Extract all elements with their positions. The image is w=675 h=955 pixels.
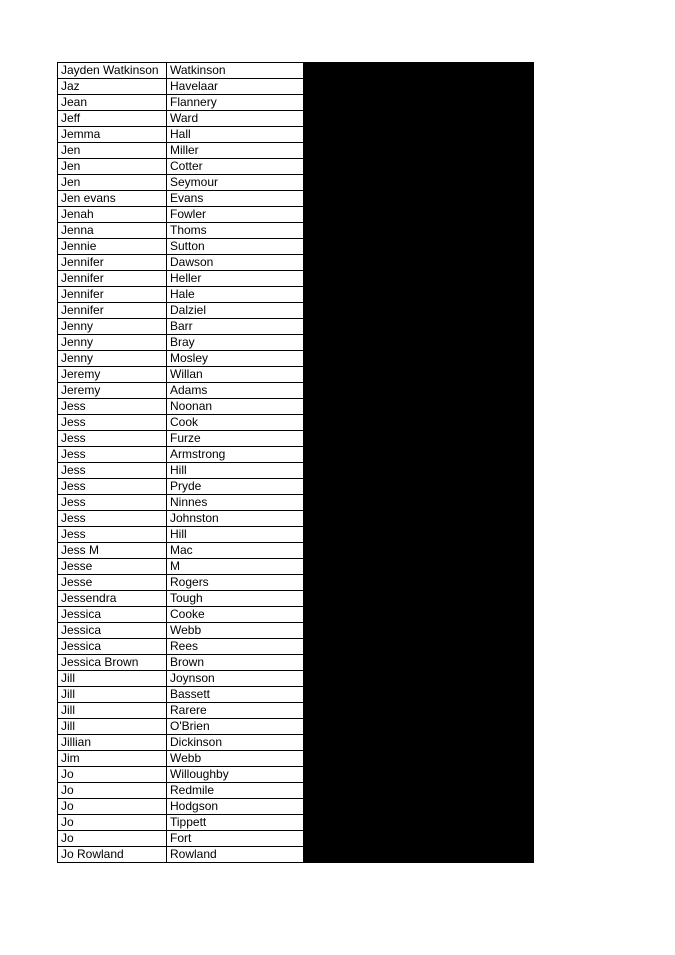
redacted-cell bbox=[304, 367, 534, 383]
first-name-cell: Jennifer bbox=[58, 287, 167, 303]
last-name-cell: M bbox=[167, 559, 304, 575]
redacted-cell bbox=[304, 671, 534, 687]
first-name-cell: Jen bbox=[58, 143, 167, 159]
first-name-cell: Jenny bbox=[58, 351, 167, 367]
table-row bbox=[58, 271, 534, 287]
last-name-cell: Furze bbox=[167, 431, 304, 447]
first-name-cell: Jessica bbox=[58, 623, 167, 639]
last-name-cell: Ward bbox=[167, 111, 304, 127]
redacted-cell bbox=[304, 687, 534, 703]
redacted-cell bbox=[304, 415, 534, 431]
table-row bbox=[58, 703, 534, 719]
first-name-cell: Jill bbox=[58, 671, 167, 687]
redacted-cell bbox=[304, 511, 534, 527]
redacted-cell bbox=[304, 287, 534, 303]
last-name-cell: Seymour bbox=[167, 175, 304, 191]
table-row bbox=[58, 351, 534, 367]
redacted-cell bbox=[304, 207, 534, 223]
last-name-cell: Thoms bbox=[167, 223, 304, 239]
last-name-cell: Cotter bbox=[167, 159, 304, 175]
redacted-cell bbox=[304, 239, 534, 255]
redacted-cell bbox=[304, 735, 534, 751]
table-row bbox=[58, 847, 534, 863]
first-name-cell: Jess M bbox=[58, 543, 167, 559]
redacted-cell bbox=[304, 703, 534, 719]
table-row bbox=[58, 207, 534, 223]
table-row bbox=[58, 223, 534, 239]
last-name-cell: O'Brien bbox=[167, 719, 304, 735]
first-name-cell: Jeremy bbox=[58, 383, 167, 399]
table-row bbox=[58, 671, 534, 687]
redacted-cell bbox=[304, 303, 534, 319]
redacted-cell bbox=[304, 719, 534, 735]
redacted-cell bbox=[304, 639, 534, 655]
redacted-cell bbox=[304, 783, 534, 799]
first-name-cell: Jaz bbox=[58, 79, 167, 95]
last-name-cell: Mosley bbox=[167, 351, 304, 367]
first-name-cell: Jennifer bbox=[58, 255, 167, 271]
redacted-cell bbox=[304, 255, 534, 271]
first-name-cell: Jesse bbox=[58, 559, 167, 575]
table-row bbox=[58, 415, 534, 431]
redacted-cell bbox=[304, 591, 534, 607]
redacted-cell bbox=[304, 191, 534, 207]
first-name-cell: Jill bbox=[58, 703, 167, 719]
last-name-cell: Brown bbox=[167, 655, 304, 671]
first-name-cell: Jessica bbox=[58, 639, 167, 655]
first-name-cell: Jenny bbox=[58, 319, 167, 335]
first-name-cell: Jess bbox=[58, 415, 167, 431]
redacted-cell bbox=[304, 559, 534, 575]
last-name-cell: Dalziel bbox=[167, 303, 304, 319]
redacted-cell bbox=[304, 495, 534, 511]
last-name-cell: Bassett bbox=[167, 687, 304, 703]
first-name-cell: Jill bbox=[58, 687, 167, 703]
table-row bbox=[58, 527, 534, 543]
table-row bbox=[58, 191, 534, 207]
first-name-cell: Jenah bbox=[58, 207, 167, 223]
first-name-cell: Jen bbox=[58, 159, 167, 175]
table-row bbox=[58, 479, 534, 495]
table-row bbox=[58, 511, 534, 527]
last-name-cell: Rogers bbox=[167, 575, 304, 591]
table-row bbox=[58, 367, 534, 383]
table-row bbox=[58, 607, 534, 623]
first-name-cell: Jennie bbox=[58, 239, 167, 255]
first-name-cell: Jillian bbox=[58, 735, 167, 751]
last-name-cell: Watkinson bbox=[167, 63, 304, 79]
redacted-cell bbox=[304, 431, 534, 447]
redacted-cell bbox=[304, 623, 534, 639]
first-name-cell: Jeff bbox=[58, 111, 167, 127]
table-row bbox=[58, 831, 534, 847]
redacted-cell bbox=[304, 95, 534, 111]
table-row bbox=[58, 255, 534, 271]
first-name-cell: Jo bbox=[58, 767, 167, 783]
first-name-cell: Jo bbox=[58, 799, 167, 815]
first-name-cell: Jessica Brown bbox=[58, 655, 167, 671]
last-name-cell: Pryde bbox=[167, 479, 304, 495]
first-name-cell: Jayden Watkinson bbox=[58, 63, 167, 79]
table-row bbox=[58, 287, 534, 303]
redacted-cell bbox=[304, 335, 534, 351]
table-row bbox=[58, 111, 534, 127]
redacted-cell bbox=[304, 751, 534, 767]
last-name-cell: Hall bbox=[167, 127, 304, 143]
table-row bbox=[58, 63, 534, 79]
table-row bbox=[58, 623, 534, 639]
table-row bbox=[58, 175, 534, 191]
redacted-cell bbox=[304, 399, 534, 415]
table-row bbox=[58, 815, 534, 831]
first-name-cell: Jess bbox=[58, 431, 167, 447]
first-name-cell: Jessica bbox=[58, 607, 167, 623]
redacted-cell bbox=[304, 159, 534, 175]
table-row bbox=[58, 655, 534, 671]
first-name-cell: Jeremy bbox=[58, 367, 167, 383]
redacted-cell bbox=[304, 447, 534, 463]
last-name-cell: Cook bbox=[167, 415, 304, 431]
redacted-cell bbox=[304, 79, 534, 95]
table-row bbox=[58, 79, 534, 95]
first-name-cell: Jo bbox=[58, 783, 167, 799]
last-name-cell: Webb bbox=[167, 751, 304, 767]
redacted-cell bbox=[304, 527, 534, 543]
table-row bbox=[58, 719, 534, 735]
redacted-cell bbox=[304, 543, 534, 559]
last-name-cell: Rarere bbox=[167, 703, 304, 719]
table-row bbox=[58, 303, 534, 319]
last-name-cell: Mac bbox=[167, 543, 304, 559]
last-name-cell: Fort bbox=[167, 831, 304, 847]
table-row bbox=[58, 799, 534, 815]
redacted-cell bbox=[304, 575, 534, 591]
first-name-cell: Jennifer bbox=[58, 303, 167, 319]
last-name-cell: Hill bbox=[167, 463, 304, 479]
redacted-cell bbox=[304, 463, 534, 479]
redacted-cell bbox=[304, 223, 534, 239]
table-row bbox=[58, 95, 534, 111]
table-row bbox=[58, 543, 534, 559]
last-name-cell: Rees bbox=[167, 639, 304, 655]
redacted-cell bbox=[304, 815, 534, 831]
redacted-cell bbox=[304, 143, 534, 159]
table-row bbox=[58, 639, 534, 655]
last-name-cell: Havelaar bbox=[167, 79, 304, 95]
last-name-cell: Johnston bbox=[167, 511, 304, 527]
table-row bbox=[58, 159, 534, 175]
last-name-cell: Joynson bbox=[167, 671, 304, 687]
table-row bbox=[58, 447, 534, 463]
table-row bbox=[58, 383, 534, 399]
table-row bbox=[58, 431, 534, 447]
redacted-cell bbox=[304, 111, 534, 127]
table-row bbox=[58, 751, 534, 767]
table-row bbox=[58, 127, 534, 143]
table-row bbox=[58, 687, 534, 703]
last-name-cell: Fowler bbox=[167, 207, 304, 223]
first-name-cell: Jemma bbox=[58, 127, 167, 143]
last-name-cell: Adams bbox=[167, 383, 304, 399]
last-name-cell: Ninnes bbox=[167, 495, 304, 511]
redacted-cell bbox=[304, 479, 534, 495]
first-name-cell: Jenny bbox=[58, 335, 167, 351]
last-name-cell: Rowland bbox=[167, 847, 304, 863]
last-name-cell: Evans bbox=[167, 191, 304, 207]
redacted-cell bbox=[304, 799, 534, 815]
redacted-cell bbox=[304, 655, 534, 671]
table-row bbox=[58, 591, 534, 607]
first-name-cell: Jess bbox=[58, 479, 167, 495]
redacted-cell bbox=[304, 767, 534, 783]
last-name-cell: Heller bbox=[167, 271, 304, 287]
last-name-cell: Tough bbox=[167, 591, 304, 607]
last-name-cell: Redmile bbox=[167, 783, 304, 799]
first-name-cell: Jen bbox=[58, 175, 167, 191]
table-row bbox=[58, 319, 534, 335]
last-name-cell: Noonan bbox=[167, 399, 304, 415]
redacted-cell bbox=[304, 607, 534, 623]
last-name-cell: Flannery bbox=[167, 95, 304, 111]
last-name-cell: Cooke bbox=[167, 607, 304, 623]
first-name-cell: Jill bbox=[58, 719, 167, 735]
last-name-cell: Dickinson bbox=[167, 735, 304, 751]
first-name-cell: Jess bbox=[58, 527, 167, 543]
table-row bbox=[58, 575, 534, 591]
table-row bbox=[58, 767, 534, 783]
last-name-cell: Armstrong bbox=[167, 447, 304, 463]
last-name-cell: Willan bbox=[167, 367, 304, 383]
first-name-cell: Jo Rowland bbox=[58, 847, 167, 863]
table-row bbox=[58, 735, 534, 751]
table-row bbox=[58, 495, 534, 511]
last-name-cell: Bray bbox=[167, 335, 304, 351]
names-table bbox=[57, 62, 534, 863]
last-name-cell: Willoughby bbox=[167, 767, 304, 783]
first-name-cell: Jess bbox=[58, 463, 167, 479]
redacted-cell bbox=[304, 63, 534, 79]
first-name-cell: Jesse bbox=[58, 575, 167, 591]
first-name-cell: Jess bbox=[58, 495, 167, 511]
redacted-cell bbox=[304, 175, 534, 191]
last-name-cell: Webb bbox=[167, 623, 304, 639]
first-name-cell: Jess bbox=[58, 399, 167, 415]
first-name-cell: Jess bbox=[58, 511, 167, 527]
last-name-cell: Dawson bbox=[167, 255, 304, 271]
table-row bbox=[58, 463, 534, 479]
redacted-cell bbox=[304, 319, 534, 335]
redacted-cell bbox=[304, 127, 534, 143]
table-row bbox=[58, 399, 534, 415]
last-name-cell: Hale bbox=[167, 287, 304, 303]
first-name-cell: Jessendra bbox=[58, 591, 167, 607]
table-row bbox=[58, 559, 534, 575]
redacted-cell bbox=[304, 847, 534, 863]
first-name-cell: Jenna bbox=[58, 223, 167, 239]
redacted-cell bbox=[304, 383, 534, 399]
last-name-cell: Miller bbox=[167, 143, 304, 159]
first-name-cell: Jo bbox=[58, 815, 167, 831]
first-name-cell: Jess bbox=[58, 447, 167, 463]
last-name-cell: Barr bbox=[167, 319, 304, 335]
redacted-cell bbox=[304, 831, 534, 847]
names-table-body bbox=[58, 63, 534, 863]
first-name-cell: Jennifer bbox=[58, 271, 167, 287]
table-row bbox=[58, 239, 534, 255]
first-name-cell: Jim bbox=[58, 751, 167, 767]
table-row bbox=[58, 143, 534, 159]
first-name-cell: Jean bbox=[58, 95, 167, 111]
first-name-cell: Jo bbox=[58, 831, 167, 847]
first-name-cell: Jen evans bbox=[58, 191, 167, 207]
last-name-cell: Tippett bbox=[167, 815, 304, 831]
redacted-cell bbox=[304, 271, 534, 287]
redacted-cell bbox=[304, 351, 534, 367]
last-name-cell: Hill bbox=[167, 527, 304, 543]
last-name-cell: Hodgson bbox=[167, 799, 304, 815]
last-name-cell: Sutton bbox=[167, 239, 304, 255]
table-row bbox=[58, 335, 534, 351]
table-row bbox=[58, 783, 534, 799]
